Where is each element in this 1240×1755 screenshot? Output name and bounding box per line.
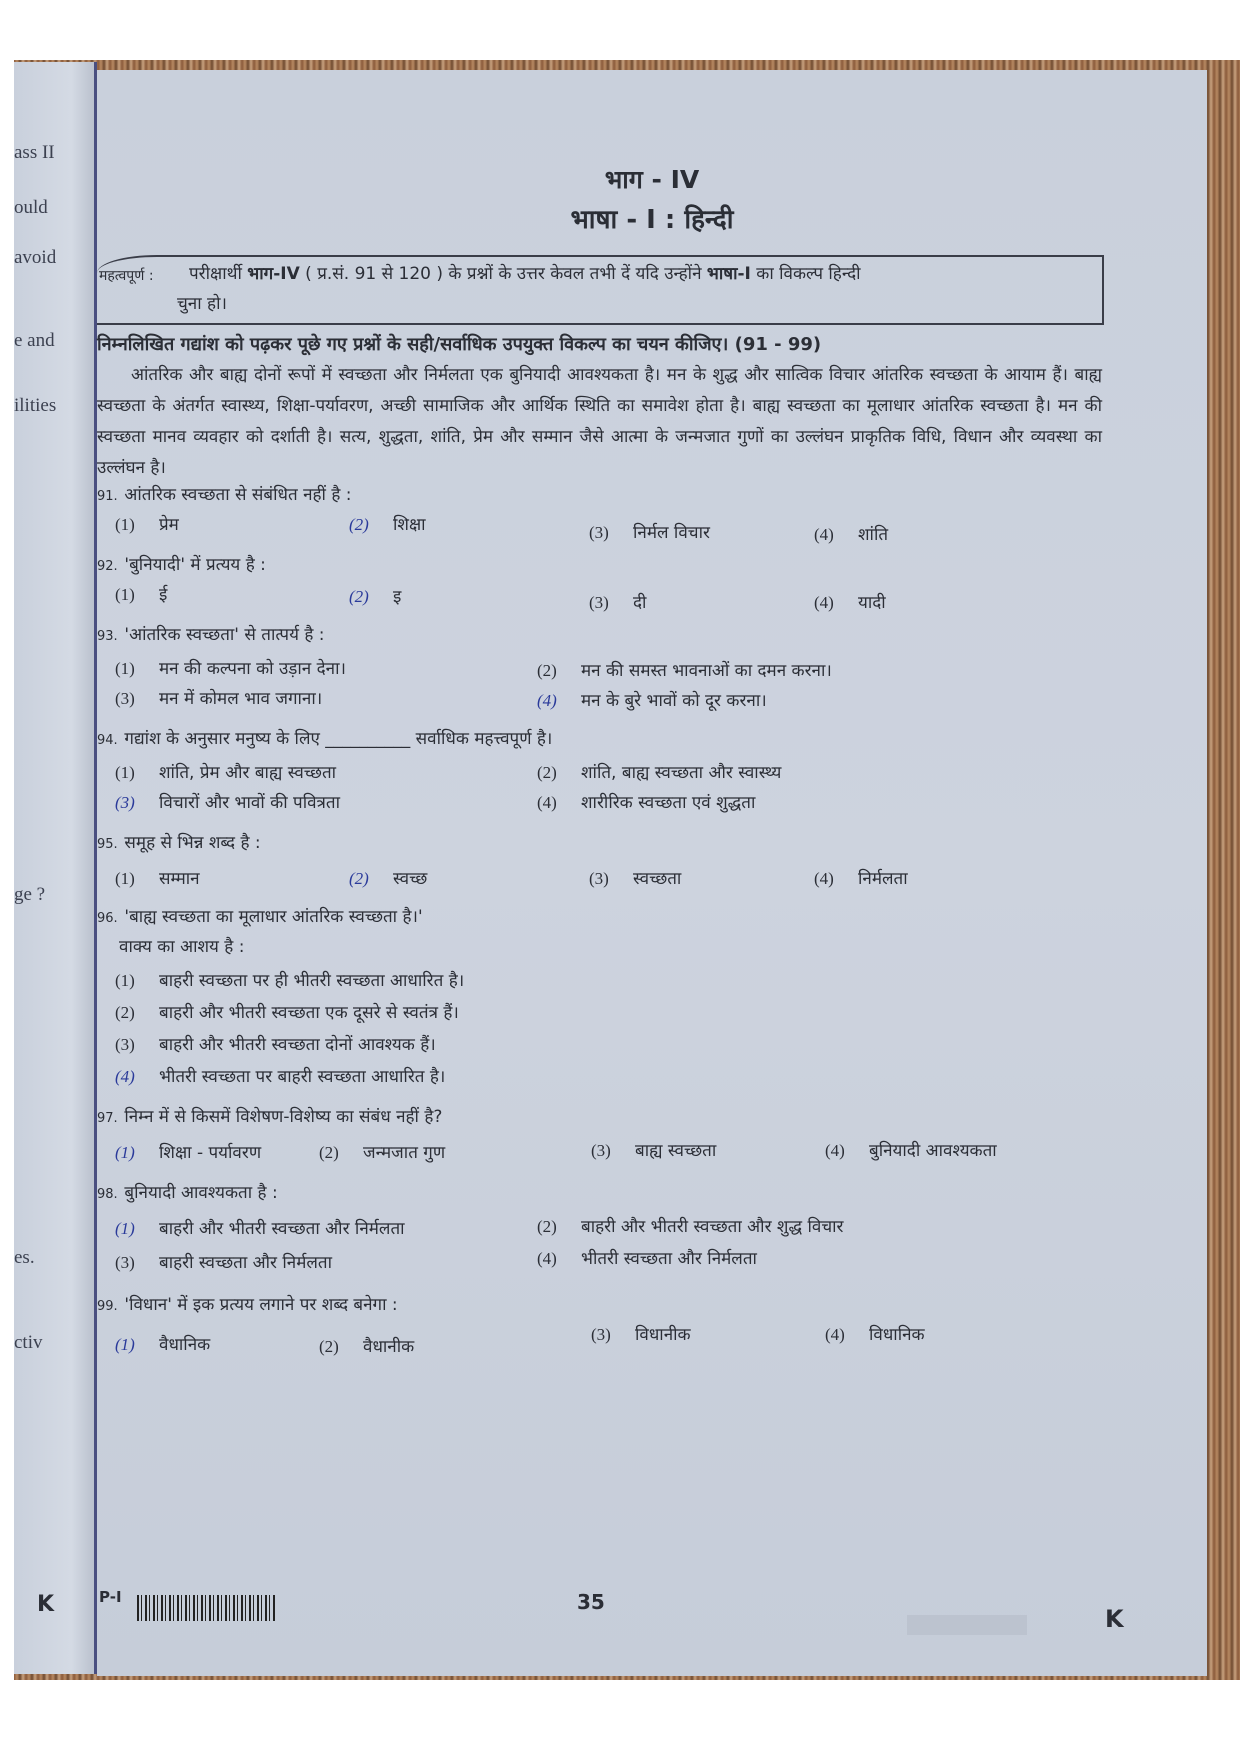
option-98-1[interactable]: (1) बाहरी और भीतरी स्वच्छता और निर्मलता <box>115 1219 405 1239</box>
option-95-2[interactable]: (2) स्वच्छ <box>349 869 428 889</box>
notice-label: महत्वपूर्ण : <box>99 268 154 284</box>
previous-page-edge <box>14 62 96 1674</box>
passage-instruction: निम्नलिखित गद्यांश को पढ़कर पूछे गए प्रश्नों के सही/सर्वाधिक उपयुक्त विकल्प का चयन कीजिए। (91 - 99) <box>97 334 822 355</box>
option-98-2[interactable]: (2) बाहरी और भीतरी स्वच्छता और शुद्ध विचार <box>537 1217 844 1237</box>
option-93-1[interactable]: (1) मन की कल्पना को उड़ान देना। <box>115 659 346 679</box>
left-fragment: ould <box>14 197 48 218</box>
option-99-1[interactable]: (1) वैधानिक <box>115 1335 211 1355</box>
option-98-4[interactable]: (4) भीतरी स्वच्छता और निर्मलता <box>537 1249 757 1269</box>
option-93-2[interactable]: (2) मन की समस्त भावनाओं का दमन करना। <box>537 661 832 681</box>
option-93-3[interactable]: (3) मन में कोमल भाव जगाना। <box>115 689 323 709</box>
option-95-1[interactable]: (1) सम्मान <box>115 869 200 889</box>
notice-line-2: चुना हो। <box>177 294 227 314</box>
faint-bleed-through-text <box>907 1615 1027 1635</box>
language-heading: भाषा - I : हिन्दी <box>570 205 734 235</box>
option-96-1[interactable]: (1) बाहरी स्वच्छता पर ही भीतरी स्वच्छता आधारित है। <box>115 971 465 991</box>
option-92-2[interactable]: (2) इ <box>349 587 402 607</box>
question-97: 97. निम्न में से किसमें विशेषण-विशेष्य का संबंध नहीं है? <box>97 1107 443 1127</box>
left-fragment: es. <box>14 1247 35 1268</box>
option-95-4[interactable]: (4) निर्मलता <box>814 869 908 889</box>
option-97-2[interactable]: (2) जन्मजात गुण <box>319 1143 446 1163</box>
option-96-3[interactable]: (3) बाहरी और भीतरी स्वच्छता दोनों आवश्यक हैं। <box>115 1035 436 1055</box>
left-fragment: avoid <box>14 247 57 268</box>
set-code-left: K <box>37 1592 55 1617</box>
question-96: 96. 'बाह्य स्वच्छता का मूलाधार आंतरिक स्वच्छता है।' <box>97 907 423 927</box>
page-number: 35 <box>577 1590 605 1614</box>
option-96-2[interactable]: (2) बाहरी और भीतरी स्वच्छता एक दूसरे से स्वतंत्र हैं। <box>115 1003 459 1023</box>
set-code-right: K <box>1105 1605 1124 1633</box>
left-fragment: ctiv <box>14 1332 43 1353</box>
important-notice-box <box>97 255 1104 325</box>
option-96-4[interactable]: (4) भीतरी स्वच्छता पर बाहरी स्वच्छता आधारित है। <box>115 1067 446 1087</box>
option-91-4[interactable]: (4) शांति <box>814 525 889 545</box>
option-99-2[interactable]: (2) वैधानीक <box>319 1337 415 1357</box>
option-97-4[interactable]: (4) बुनियादी आवश्यकता <box>825 1141 997 1161</box>
option-98-3[interactable]: (3) बाहरी स्वच्छता और निर्मलता <box>115 1253 333 1273</box>
option-91-3[interactable]: (3) निर्मल विचार <box>589 523 710 543</box>
option-99-4[interactable]: (4) विधानिक <box>825 1325 925 1345</box>
option-93-4[interactable]: (4) मन के बुरे भावों को दूर करना। <box>537 691 767 711</box>
question-94: 94. गद्यांश के अनुसार मनुष्य के लिए __________ सर्वाधिक महत्त्वपूर्ण है। <box>97 729 553 749</box>
option-94-2[interactable]: (2) शांति, बाह्य स्वच्छता और स्वास्थ्य <box>537 763 782 783</box>
option-97-3[interactable]: (3) बाह्य स्वच्छता <box>591 1141 717 1161</box>
question-96-subtext: वाक्य का आशय है : <box>119 937 245 957</box>
option-91-2[interactable]: (2) शिक्षा <box>349 515 426 535</box>
question-92: 92. 'बुनियादी' में प्रत्यय है : <box>97 555 266 575</box>
option-92-4[interactable]: (4) यादी <box>814 593 886 613</box>
left-fragment: ilities <box>14 395 57 416</box>
part-heading: भाग - IV <box>604 165 700 194</box>
option-99-3[interactable]: (3) विधानीक <box>591 1325 691 1345</box>
question-91: 91. आंतरिक स्वच्छता से संबंधित नहीं है : <box>97 485 352 505</box>
option-91-1[interactable]: (1) प्रेम <box>115 515 179 535</box>
left-fragment: e and <box>14 330 55 351</box>
question-99: 99. 'विधान' में इक प्रत्यय लगाने पर शब्द बनेगा : <box>97 1295 398 1315</box>
question-98: 98. बुनियादी आवश्यकता है : <box>97 1183 278 1203</box>
option-95-3[interactable]: (3) स्वच्छता <box>589 869 682 889</box>
reading-passage: आंतरिक और बाह्य दोनों रूपों में स्वच्छता और निर्मलता एक बुनियादी आवश्यकता है। मन के शुद्ध और सात्विक विचार आंतरिक स्वच्छता के आयाम हैं। बाह्य स्वच्छता के अंतर्गत स्वास्थ्य, शिक्षा-पर्यावरण, अच्छी सामाजिक और आर्थिक स्थिति का समावेश होता है। बाह्य स्वच्छता का मूलाधार आंतरिक स्वच्छता है। मन की स्वच्छता मानव व्यवहार को दर्शाती है। सत्य, शुद्धता, शांति, प्रेम और सम्मान जैसे आत्मा के जन्मजात गुणों का उल्लंघन प्राकृतिक विधि, विधान और व्यवस्था का उल्लंघन है। <box>97 365 1102 478</box>
option-94-4[interactable]: (4) शारीरिक स्वच्छता एवं शुद्धता <box>537 793 756 813</box>
paper-code: P-I <box>99 1588 122 1606</box>
question-93: 93. 'आंतरिक स्वच्छता' से तात्पर्य है : <box>97 625 325 645</box>
left-fragment: ass II <box>14 142 55 163</box>
option-97-1[interactable]: (1) शिक्षा - पर्यावरण <box>115 1143 262 1163</box>
exam-page <box>37 70 1207 1676</box>
question-95: 95. समूह से भिन्न शब्द है : <box>97 833 261 853</box>
option-92-3[interactable]: (3) दी <box>589 593 647 613</box>
notice-line-1: परीक्षार्थी भाग-IV ( प्र.सं. 91 से 120 ) के प्रश्नों के उत्तर केवल तभी दें यदि उन्होंने भाषा-I का विकल्प हिन्दी <box>189 264 861 284</box>
barcode <box>137 1595 277 1621</box>
option-94-1[interactable]: (1) शांति, प्रेम और बाह्य स्वच्छता <box>115 763 337 783</box>
option-92-1[interactable]: (1) ई <box>115 585 168 605</box>
option-94-3[interactable]: (3) विचारों और भावों की पवित्रता <box>115 793 341 813</box>
left-fragment: ge ? <box>14 884 46 905</box>
